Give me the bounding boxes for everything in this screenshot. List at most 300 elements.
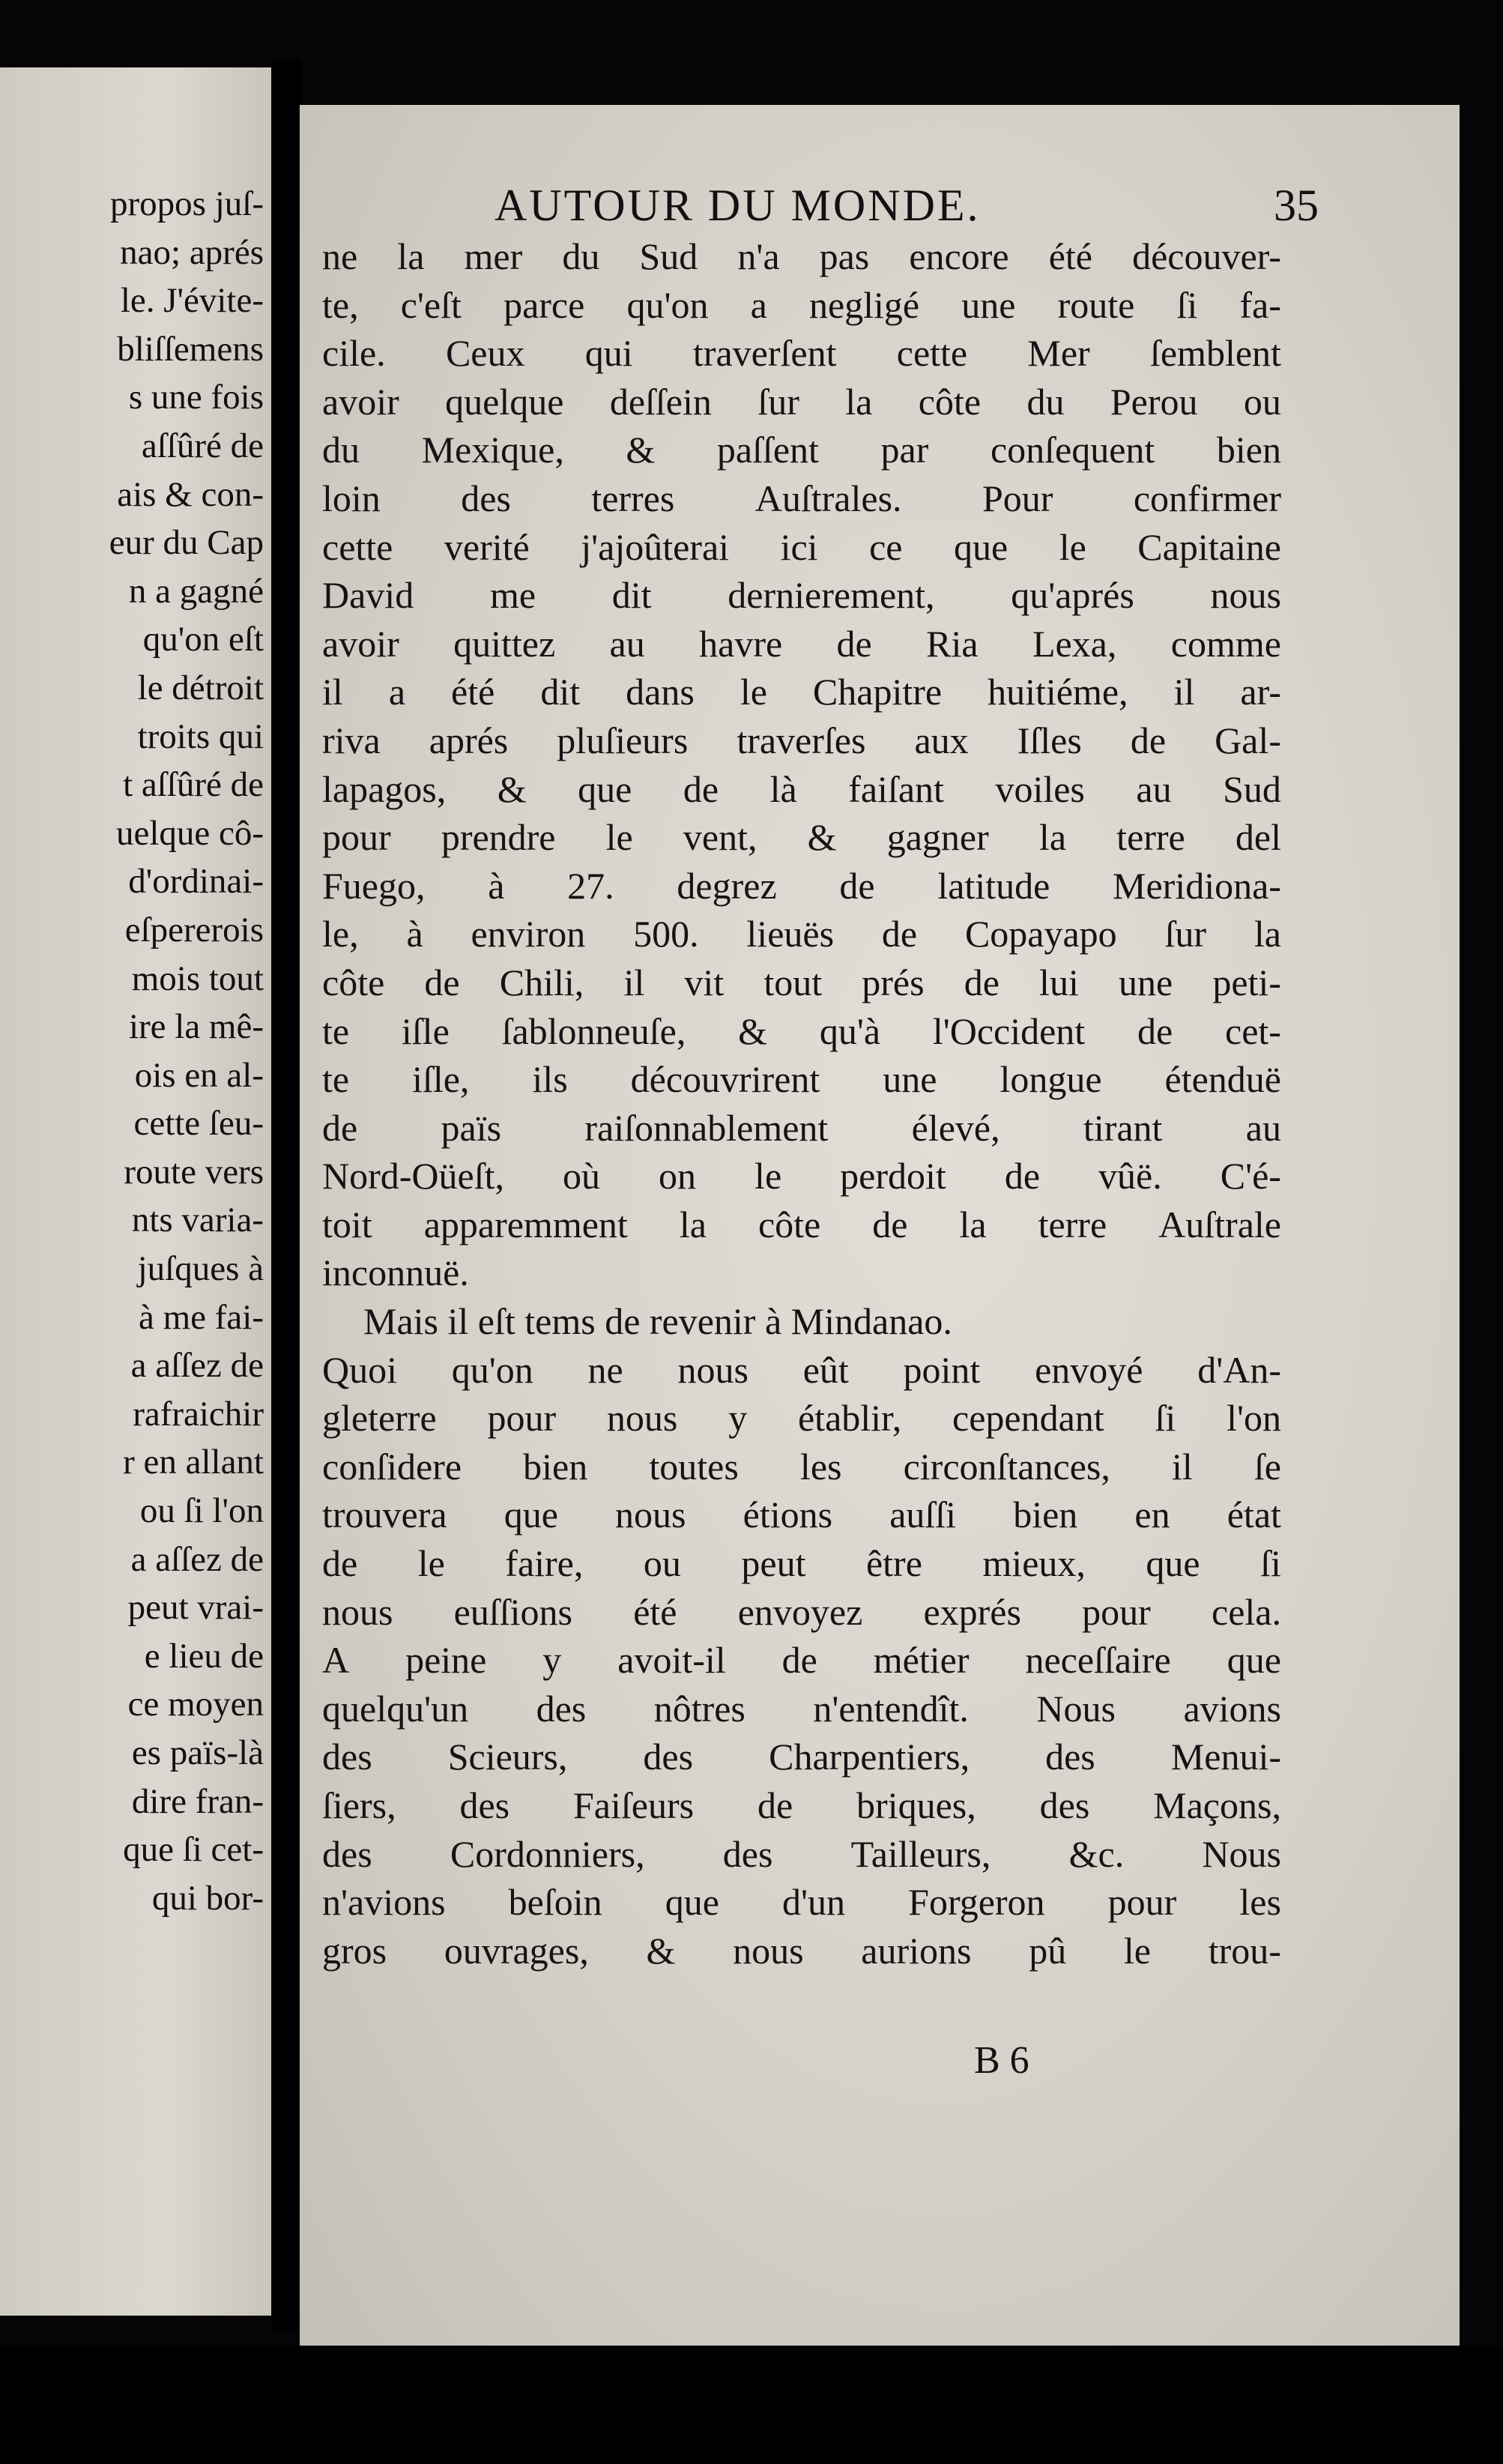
word: Iſles bbox=[1017, 719, 1082, 761]
word: été bbox=[633, 1590, 677, 1633]
right-page bbox=[300, 105, 1460, 2346]
word: lieuës bbox=[746, 913, 835, 955]
word: d'An- bbox=[1197, 1348, 1281, 1391]
word: cile. bbox=[322, 332, 386, 375]
word: terre bbox=[1116, 816, 1185, 859]
word: confirmer bbox=[1133, 477, 1281, 519]
word: des bbox=[322, 1736, 372, 1778]
word: Copayapo bbox=[964, 913, 1117, 955]
word: pour bbox=[1107, 1881, 1177, 1924]
text-line bbox=[322, 1927, 1281, 1975]
word: Gal- bbox=[1215, 719, 1281, 761]
word: perdoit bbox=[840, 1155, 946, 1198]
word: trou- bbox=[1208, 1929, 1281, 1972]
word: avoir bbox=[322, 380, 399, 423]
word: une bbox=[961, 283, 1016, 326]
word: 27. bbox=[567, 864, 614, 907]
word: ici bbox=[780, 525, 818, 568]
word: pour bbox=[322, 816, 391, 859]
word: de bbox=[322, 1542, 358, 1585]
word: auſſi bbox=[889, 1494, 957, 1536]
word: une bbox=[1118, 961, 1173, 1003]
word: ſi bbox=[1176, 283, 1198, 326]
left-text-line: juſques à bbox=[137, 1249, 264, 1289]
word: ar- bbox=[1240, 671, 1281, 713]
word: découvrirent bbox=[630, 1058, 820, 1101]
text-line bbox=[322, 716, 1281, 765]
word: côte bbox=[918, 380, 982, 423]
word: terres bbox=[591, 477, 675, 519]
word: te, bbox=[322, 283, 359, 326]
word: Menui- bbox=[1170, 1736, 1281, 1778]
word: le bbox=[605, 816, 633, 859]
text-line bbox=[322, 668, 1281, 716]
left-text-line: le détroit bbox=[137, 668, 264, 707]
word: Cordonniers, bbox=[450, 1832, 645, 1875]
word: été bbox=[451, 671, 495, 713]
word: en bbox=[1134, 1494, 1170, 1536]
book-gutter bbox=[271, 60, 301, 2331]
word: Nord-Oüeſt, bbox=[322, 1155, 504, 1198]
word: nous bbox=[1210, 574, 1281, 617]
word: cependant bbox=[952, 1397, 1104, 1440]
left-page-fragment bbox=[0, 67, 271, 2316]
left-text-line: e lieu de bbox=[144, 1636, 264, 1676]
word: de bbox=[836, 622, 872, 665]
word: d'un bbox=[782, 1881, 846, 1924]
word: riva bbox=[322, 719, 381, 761]
word: n'avions bbox=[322, 1881, 446, 1924]
word: Quoi bbox=[322, 1348, 397, 1391]
text-line bbox=[322, 1055, 1281, 1104]
word: Sud bbox=[1223, 767, 1281, 810]
word: ce bbox=[869, 525, 903, 568]
text-line bbox=[322, 1007, 1281, 1056]
word: de bbox=[1130, 719, 1167, 761]
word: dernierement, bbox=[728, 574, 935, 617]
word: ſur bbox=[757, 380, 799, 423]
word: vit bbox=[684, 961, 725, 1003]
word: a bbox=[750, 283, 767, 326]
word: de bbox=[1004, 1155, 1041, 1198]
word: le bbox=[1123, 1929, 1151, 1972]
word: prés bbox=[862, 961, 925, 1003]
word: de bbox=[964, 961, 1000, 1003]
left-text-line: dire fran- bbox=[131, 1781, 264, 1821]
word: Sud bbox=[639, 235, 698, 277]
word: qu'on bbox=[451, 1348, 533, 1391]
word: au bbox=[1245, 1106, 1281, 1149]
word: aurions bbox=[861, 1929, 972, 1972]
word: ou bbox=[1243, 380, 1281, 423]
left-text-line: le. J'évite- bbox=[120, 281, 264, 321]
word: cette bbox=[322, 525, 393, 568]
word: ne bbox=[322, 235, 358, 277]
word: peut bbox=[741, 1542, 806, 1585]
left-text-line: a aſſez de bbox=[130, 1346, 264, 1386]
word: gleterre bbox=[322, 1397, 437, 1440]
word: des bbox=[1045, 1736, 1095, 1778]
word: aprés bbox=[429, 719, 509, 761]
word: iſle bbox=[401, 1009, 450, 1052]
word: qu'à bbox=[819, 1009, 881, 1052]
word: la bbox=[1038, 816, 1067, 859]
left-text-line: t aſſûré de bbox=[123, 765, 264, 805]
word: quelqu'un bbox=[322, 1687, 469, 1730]
word: encore bbox=[909, 235, 1009, 277]
word: étenduë bbox=[1164, 1058, 1281, 1101]
text-line bbox=[322, 523, 1281, 572]
word: élevé, bbox=[911, 1106, 1000, 1149]
word: environ bbox=[471, 913, 586, 955]
word: peine bbox=[405, 1639, 487, 1682]
text-line bbox=[322, 232, 1281, 281]
word: de bbox=[424, 961, 460, 1003]
word: parce bbox=[503, 283, 585, 326]
word: lapagos, bbox=[322, 767, 447, 810]
word: David bbox=[322, 574, 414, 617]
page-number: 35 bbox=[1274, 181, 1319, 230]
word: l'Occident bbox=[932, 1009, 1086, 1052]
word: avoit-il bbox=[617, 1639, 726, 1682]
left-text-line: r en allant bbox=[123, 1443, 264, 1482]
left-text-line: mois tout bbox=[131, 958, 264, 998]
word: Mer bbox=[1027, 332, 1090, 375]
word: loin bbox=[322, 477, 381, 519]
left-text-line: qu'on eſt bbox=[142, 620, 264, 659]
word: faiſant bbox=[848, 767, 944, 810]
word: & bbox=[646, 1929, 676, 1972]
left-text-line: bliſſemens bbox=[117, 329, 264, 369]
text-line bbox=[322, 1491, 1281, 1539]
word: le, bbox=[322, 913, 359, 955]
word: au bbox=[1136, 767, 1172, 810]
word: les bbox=[1239, 1881, 1281, 1924]
word: traverſes bbox=[737, 719, 866, 761]
scan-border-bottom bbox=[0, 2346, 1503, 2464]
word: prendre bbox=[441, 816, 556, 859]
word: de bbox=[839, 864, 875, 907]
word: envoyé bbox=[1035, 1348, 1143, 1391]
word: dit bbox=[611, 574, 652, 617]
word: tirant bbox=[1083, 1106, 1163, 1149]
word: ou bbox=[643, 1542, 681, 1585]
word: quittez bbox=[453, 622, 556, 665]
word: bien bbox=[523, 1445, 588, 1488]
text-line bbox=[322, 813, 1281, 862]
word: des bbox=[322, 1832, 372, 1875]
body-text bbox=[322, 232, 1281, 1975]
word: dit bbox=[540, 671, 581, 713]
word: des bbox=[643, 1736, 694, 1778]
word: comme bbox=[1170, 622, 1281, 665]
word: nous bbox=[733, 1929, 804, 1972]
word: tout bbox=[763, 961, 823, 1003]
left-text-line: peut vrai- bbox=[127, 1588, 264, 1628]
word: ſi bbox=[1155, 1397, 1176, 1440]
left-text-line: eur du Cap bbox=[109, 523, 264, 563]
word: degrez bbox=[677, 864, 777, 907]
word: pour bbox=[487, 1397, 557, 1440]
left-text-line: nao; aprés bbox=[120, 232, 264, 272]
word: & bbox=[497, 767, 527, 810]
text-line bbox=[322, 1781, 1281, 1830]
word: côte bbox=[322, 961, 385, 1003]
word: n'a bbox=[737, 235, 780, 277]
text-line bbox=[322, 1685, 1281, 1733]
word: que bbox=[578, 767, 632, 810]
text-line bbox=[322, 1201, 1281, 1249]
text-line bbox=[322, 958, 1281, 1007]
word: c'eſt bbox=[400, 283, 462, 326]
word: Lexa, bbox=[1032, 622, 1117, 665]
word: été bbox=[1048, 235, 1092, 277]
word: Tailleurs, bbox=[850, 1832, 991, 1875]
word: par bbox=[880, 429, 929, 471]
left-text-line: propos juſ- bbox=[110, 184, 264, 223]
word: les bbox=[799, 1445, 842, 1488]
word: il bbox=[1173, 671, 1195, 713]
word: ſiers, bbox=[322, 1784, 396, 1826]
word: Maçons, bbox=[1153, 1784, 1281, 1826]
word: découver- bbox=[1132, 235, 1281, 277]
word: nôtres bbox=[653, 1687, 746, 1730]
word: étions bbox=[743, 1494, 833, 1536]
word: des bbox=[459, 1784, 510, 1826]
word: Chapitre bbox=[812, 671, 943, 713]
left-text-line: a aſſez de bbox=[130, 1539, 264, 1579]
text-line bbox=[322, 1878, 1281, 1927]
word: métier bbox=[873, 1639, 970, 1682]
word: pluſieurs bbox=[557, 719, 689, 761]
word: terre bbox=[1038, 1203, 1107, 1245]
word: ſe bbox=[1253, 1445, 1281, 1488]
word: des bbox=[461, 477, 511, 519]
word: Pour bbox=[982, 477, 1053, 519]
text-line bbox=[322, 1636, 1281, 1685]
word: vent, bbox=[683, 816, 757, 859]
word: Charpentiers, bbox=[769, 1736, 970, 1778]
word: verité bbox=[444, 525, 530, 568]
word: Faiſeurs bbox=[573, 1784, 695, 1826]
word: de bbox=[881, 913, 918, 955]
left-page-text bbox=[0, 180, 264, 1922]
word: C'é- bbox=[1220, 1155, 1281, 1198]
word: du bbox=[562, 235, 600, 277]
word: la bbox=[1253, 913, 1281, 955]
left-text-line: troits qui bbox=[137, 716, 264, 756]
word: il bbox=[1171, 1445, 1193, 1488]
left-text-line: cette ſeu- bbox=[133, 1104, 264, 1144]
left-text-line: rafraichir bbox=[133, 1394, 264, 1434]
word: qu'aprés bbox=[1011, 574, 1134, 617]
word: de bbox=[781, 1639, 817, 1682]
word: des bbox=[722, 1832, 773, 1875]
word: du bbox=[322, 429, 360, 471]
left-text-line: uelque cô- bbox=[115, 813, 264, 853]
word: de bbox=[1137, 1009, 1173, 1052]
word: Meridiona- bbox=[1113, 864, 1281, 907]
text-line bbox=[322, 862, 1281, 911]
text-line bbox=[322, 378, 1281, 426]
text-line bbox=[322, 620, 1281, 668]
word: mer bbox=[464, 235, 523, 277]
word: ſur bbox=[1164, 913, 1207, 955]
word: & bbox=[807, 816, 837, 859]
word: longue bbox=[1000, 1058, 1102, 1101]
left-text-line: route vers bbox=[124, 1152, 264, 1192]
word: le bbox=[417, 1542, 445, 1585]
word: que bbox=[665, 1881, 719, 1924]
word: faire, bbox=[505, 1542, 584, 1585]
word: établir, bbox=[797, 1397, 902, 1440]
word: & bbox=[626, 429, 656, 471]
word: traverſent bbox=[692, 332, 837, 375]
word: Ceux bbox=[445, 332, 525, 375]
word: il bbox=[322, 671, 343, 713]
word: nous bbox=[677, 1348, 749, 1391]
word: deſſein bbox=[609, 380, 712, 423]
word: ne bbox=[587, 1348, 623, 1391]
left-text-line: ire la mê- bbox=[128, 1007, 264, 1047]
word: Perou bbox=[1110, 380, 1198, 423]
word: negligé bbox=[808, 283, 920, 326]
word: ſemblent bbox=[1149, 332, 1281, 375]
text-line bbox=[322, 1539, 1281, 1588]
word: à bbox=[488, 864, 505, 907]
word: Ria bbox=[926, 622, 979, 665]
word: neceſſaire bbox=[1025, 1639, 1171, 1682]
word: le bbox=[740, 671, 767, 713]
left-text-line: nts varia- bbox=[131, 1201, 264, 1240]
word: ſi bbox=[1260, 1542, 1281, 1585]
word: être bbox=[865, 1542, 922, 1585]
word: de bbox=[872, 1203, 908, 1245]
word: cela. bbox=[1212, 1590, 1281, 1633]
word: que bbox=[953, 525, 1008, 568]
word: cet- bbox=[1225, 1009, 1281, 1052]
word: la bbox=[959, 1203, 987, 1245]
word: bien bbox=[1013, 1494, 1078, 1536]
word: Capitaine bbox=[1137, 525, 1281, 568]
word: me bbox=[489, 574, 536, 617]
word: exprés bbox=[923, 1590, 1021, 1633]
word: quelque bbox=[445, 380, 564, 423]
word: avions bbox=[1183, 1687, 1281, 1730]
word: Chili, bbox=[499, 961, 584, 1003]
left-text-line: ou ſi l'on bbox=[139, 1491, 264, 1531]
word: pas bbox=[819, 235, 870, 277]
text-line bbox=[322, 474, 1281, 523]
word: raiſonnablement bbox=[584, 1106, 829, 1149]
text-line bbox=[322, 1152, 1281, 1201]
word: j'ajoûterai bbox=[581, 525, 730, 568]
word: l'on bbox=[1227, 1397, 1281, 1440]
text-line bbox=[322, 329, 1281, 378]
left-text-line: eſpererois bbox=[124, 910, 264, 949]
left-text-line: ais & con- bbox=[117, 474, 264, 514]
running-head: AUTOUR DU MONDE. bbox=[495, 181, 981, 230]
word: conſequent bbox=[990, 429, 1155, 471]
word: eût bbox=[802, 1348, 849, 1391]
word: côte bbox=[757, 1203, 821, 1245]
text-line bbox=[322, 1394, 1281, 1443]
word: gagner bbox=[886, 816, 989, 859]
word: latitude bbox=[937, 864, 1050, 907]
word: lui bbox=[1039, 961, 1079, 1003]
word: que bbox=[1146, 1542, 1200, 1585]
word: avoir bbox=[322, 622, 399, 665]
text-line bbox=[322, 765, 1281, 814]
word: te bbox=[322, 1058, 350, 1101]
word: pû bbox=[1029, 1929, 1067, 1972]
word: il bbox=[623, 961, 645, 1003]
word: euſſions bbox=[453, 1590, 572, 1633]
word: briques, bbox=[856, 1784, 976, 1826]
word: &c. bbox=[1068, 1832, 1125, 1875]
text-line bbox=[322, 1346, 1281, 1395]
word: cette bbox=[896, 332, 968, 375]
left-text-line: que ſi cet- bbox=[123, 1830, 264, 1870]
word: pour bbox=[1082, 1590, 1151, 1633]
left-text-line: aſſûré de bbox=[141, 426, 264, 465]
text-line bbox=[322, 1733, 1281, 1781]
word: Scieurs, bbox=[447, 1736, 568, 1778]
word: ouvrages, bbox=[444, 1929, 589, 1972]
word: du bbox=[1026, 380, 1065, 423]
word: des bbox=[1039, 1784, 1090, 1826]
left-text-line: n a gagné bbox=[128, 571, 264, 611]
word: n'entendît. bbox=[813, 1687, 969, 1730]
word: iſle, bbox=[412, 1058, 470, 1101]
word: là bbox=[769, 767, 797, 810]
word: peti- bbox=[1212, 961, 1281, 1003]
word: païs bbox=[441, 1106, 502, 1149]
word: la bbox=[679, 1203, 707, 1245]
word: Nous bbox=[1036, 1687, 1116, 1730]
word: nous bbox=[322, 1590, 393, 1633]
word: route bbox=[1057, 283, 1135, 326]
word: on bbox=[659, 1155, 697, 1198]
word: Auſtrales. bbox=[754, 477, 902, 519]
word: apparemment bbox=[423, 1203, 628, 1245]
word: y bbox=[728, 1397, 748, 1440]
text-line: inconnuë. bbox=[322, 1251, 469, 1294]
page-header bbox=[300, 180, 1460, 240]
word: de bbox=[757, 1784, 793, 1826]
word: où bbox=[563, 1155, 601, 1198]
word: Forgeron bbox=[908, 1881, 1045, 1924]
text-line bbox=[322, 426, 1281, 474]
word: qui bbox=[584, 332, 633, 375]
word: de bbox=[683, 767, 719, 810]
left-text-line: qui bor- bbox=[151, 1878, 264, 1918]
word: voiles bbox=[995, 767, 1085, 810]
word: une bbox=[883, 1058, 937, 1101]
word: de bbox=[322, 1106, 358, 1149]
word: aux bbox=[914, 719, 969, 761]
text-line: Mais il eſt tems de revenir à Mindanao. bbox=[363, 1300, 952, 1343]
word: bien bbox=[1216, 429, 1281, 471]
word: ſablonneuſe, bbox=[501, 1009, 686, 1052]
word: huitiéme, bbox=[988, 671, 1128, 713]
word: mieux, bbox=[982, 1542, 1086, 1585]
word: à bbox=[406, 913, 423, 955]
word: le bbox=[754, 1155, 782, 1198]
word: vûë. bbox=[1098, 1155, 1162, 1198]
word: trouvera bbox=[322, 1494, 447, 1536]
word: te bbox=[322, 1009, 350, 1052]
